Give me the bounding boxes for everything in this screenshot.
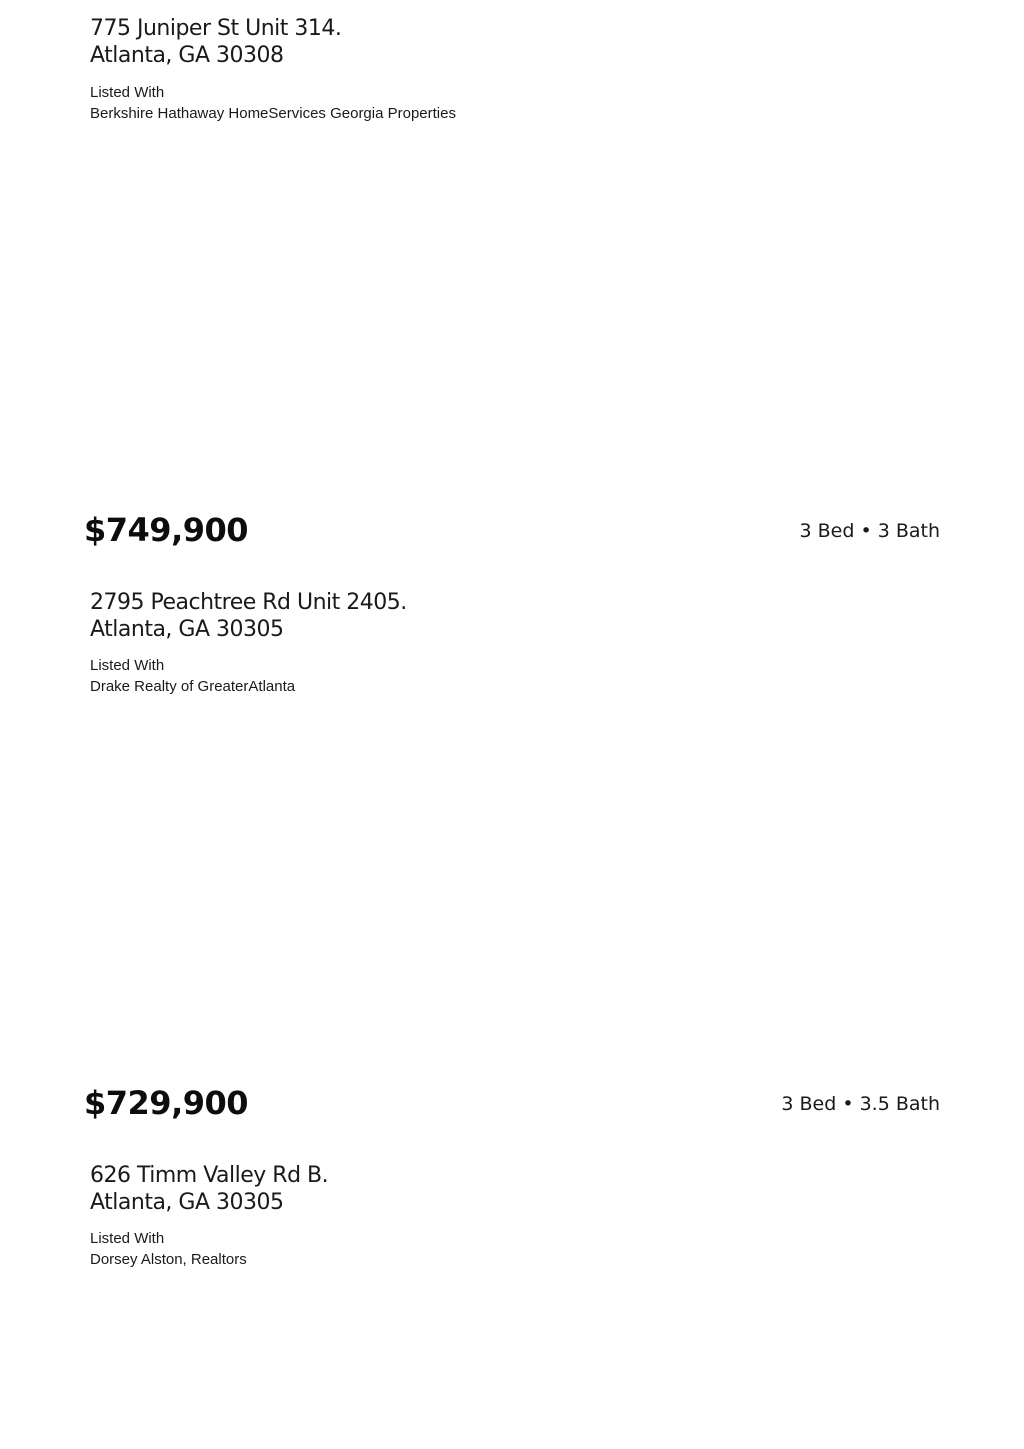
listing-price: $729,900 (84, 1084, 249, 1122)
listing-photo[interactable] (84, 140, 940, 490)
listed-with-label: Listed With (90, 657, 165, 674)
beds-baths-summary: 3 Bed • 3 Bath (799, 520, 940, 542)
beds-baths-summary: 3 Bed • 3.5 Bath (781, 1093, 940, 1115)
listing-address (90, 589, 407, 643)
listing-address (90, 1162, 328, 1216)
price-row (0, 1083, 1024, 1123)
listing-photo[interactable] (84, 715, 940, 1065)
listing-price: $749,900 (84, 511, 249, 549)
listed-with-label: Listed With (90, 84, 165, 101)
listing-agent-info (90, 655, 295, 697)
listing-address (90, 15, 341, 69)
address-city: Atlanta, GA 30305 (90, 617, 284, 642)
address-street: 775 Juniper St Unit 314. (90, 16, 342, 41)
brokerage-name: Berkshire Hathaway HomeServices Georgia Properties (90, 105, 456, 122)
price-row (0, 510, 1024, 550)
listing-agent-info (90, 82, 456, 124)
address-city: Atlanta, GA 30305 (90, 1190, 284, 1215)
brokerage-name: Drake Realty of GreaterAtlanta (90, 678, 296, 695)
address-city: Atlanta, GA 30308 (90, 43, 284, 68)
address-street: 626 Timm Valley Rd B. (90, 1163, 329, 1188)
listing-agent-info (90, 1228, 247, 1270)
listed-with-label: Listed With (90, 1230, 165, 1247)
brokerage-name: Dorsey Alston, Realtors (90, 1251, 247, 1268)
listing-photo[interactable] (84, 1290, 940, 1440)
address-street: 2795 Peachtree Rd Unit 2405. (90, 590, 407, 615)
